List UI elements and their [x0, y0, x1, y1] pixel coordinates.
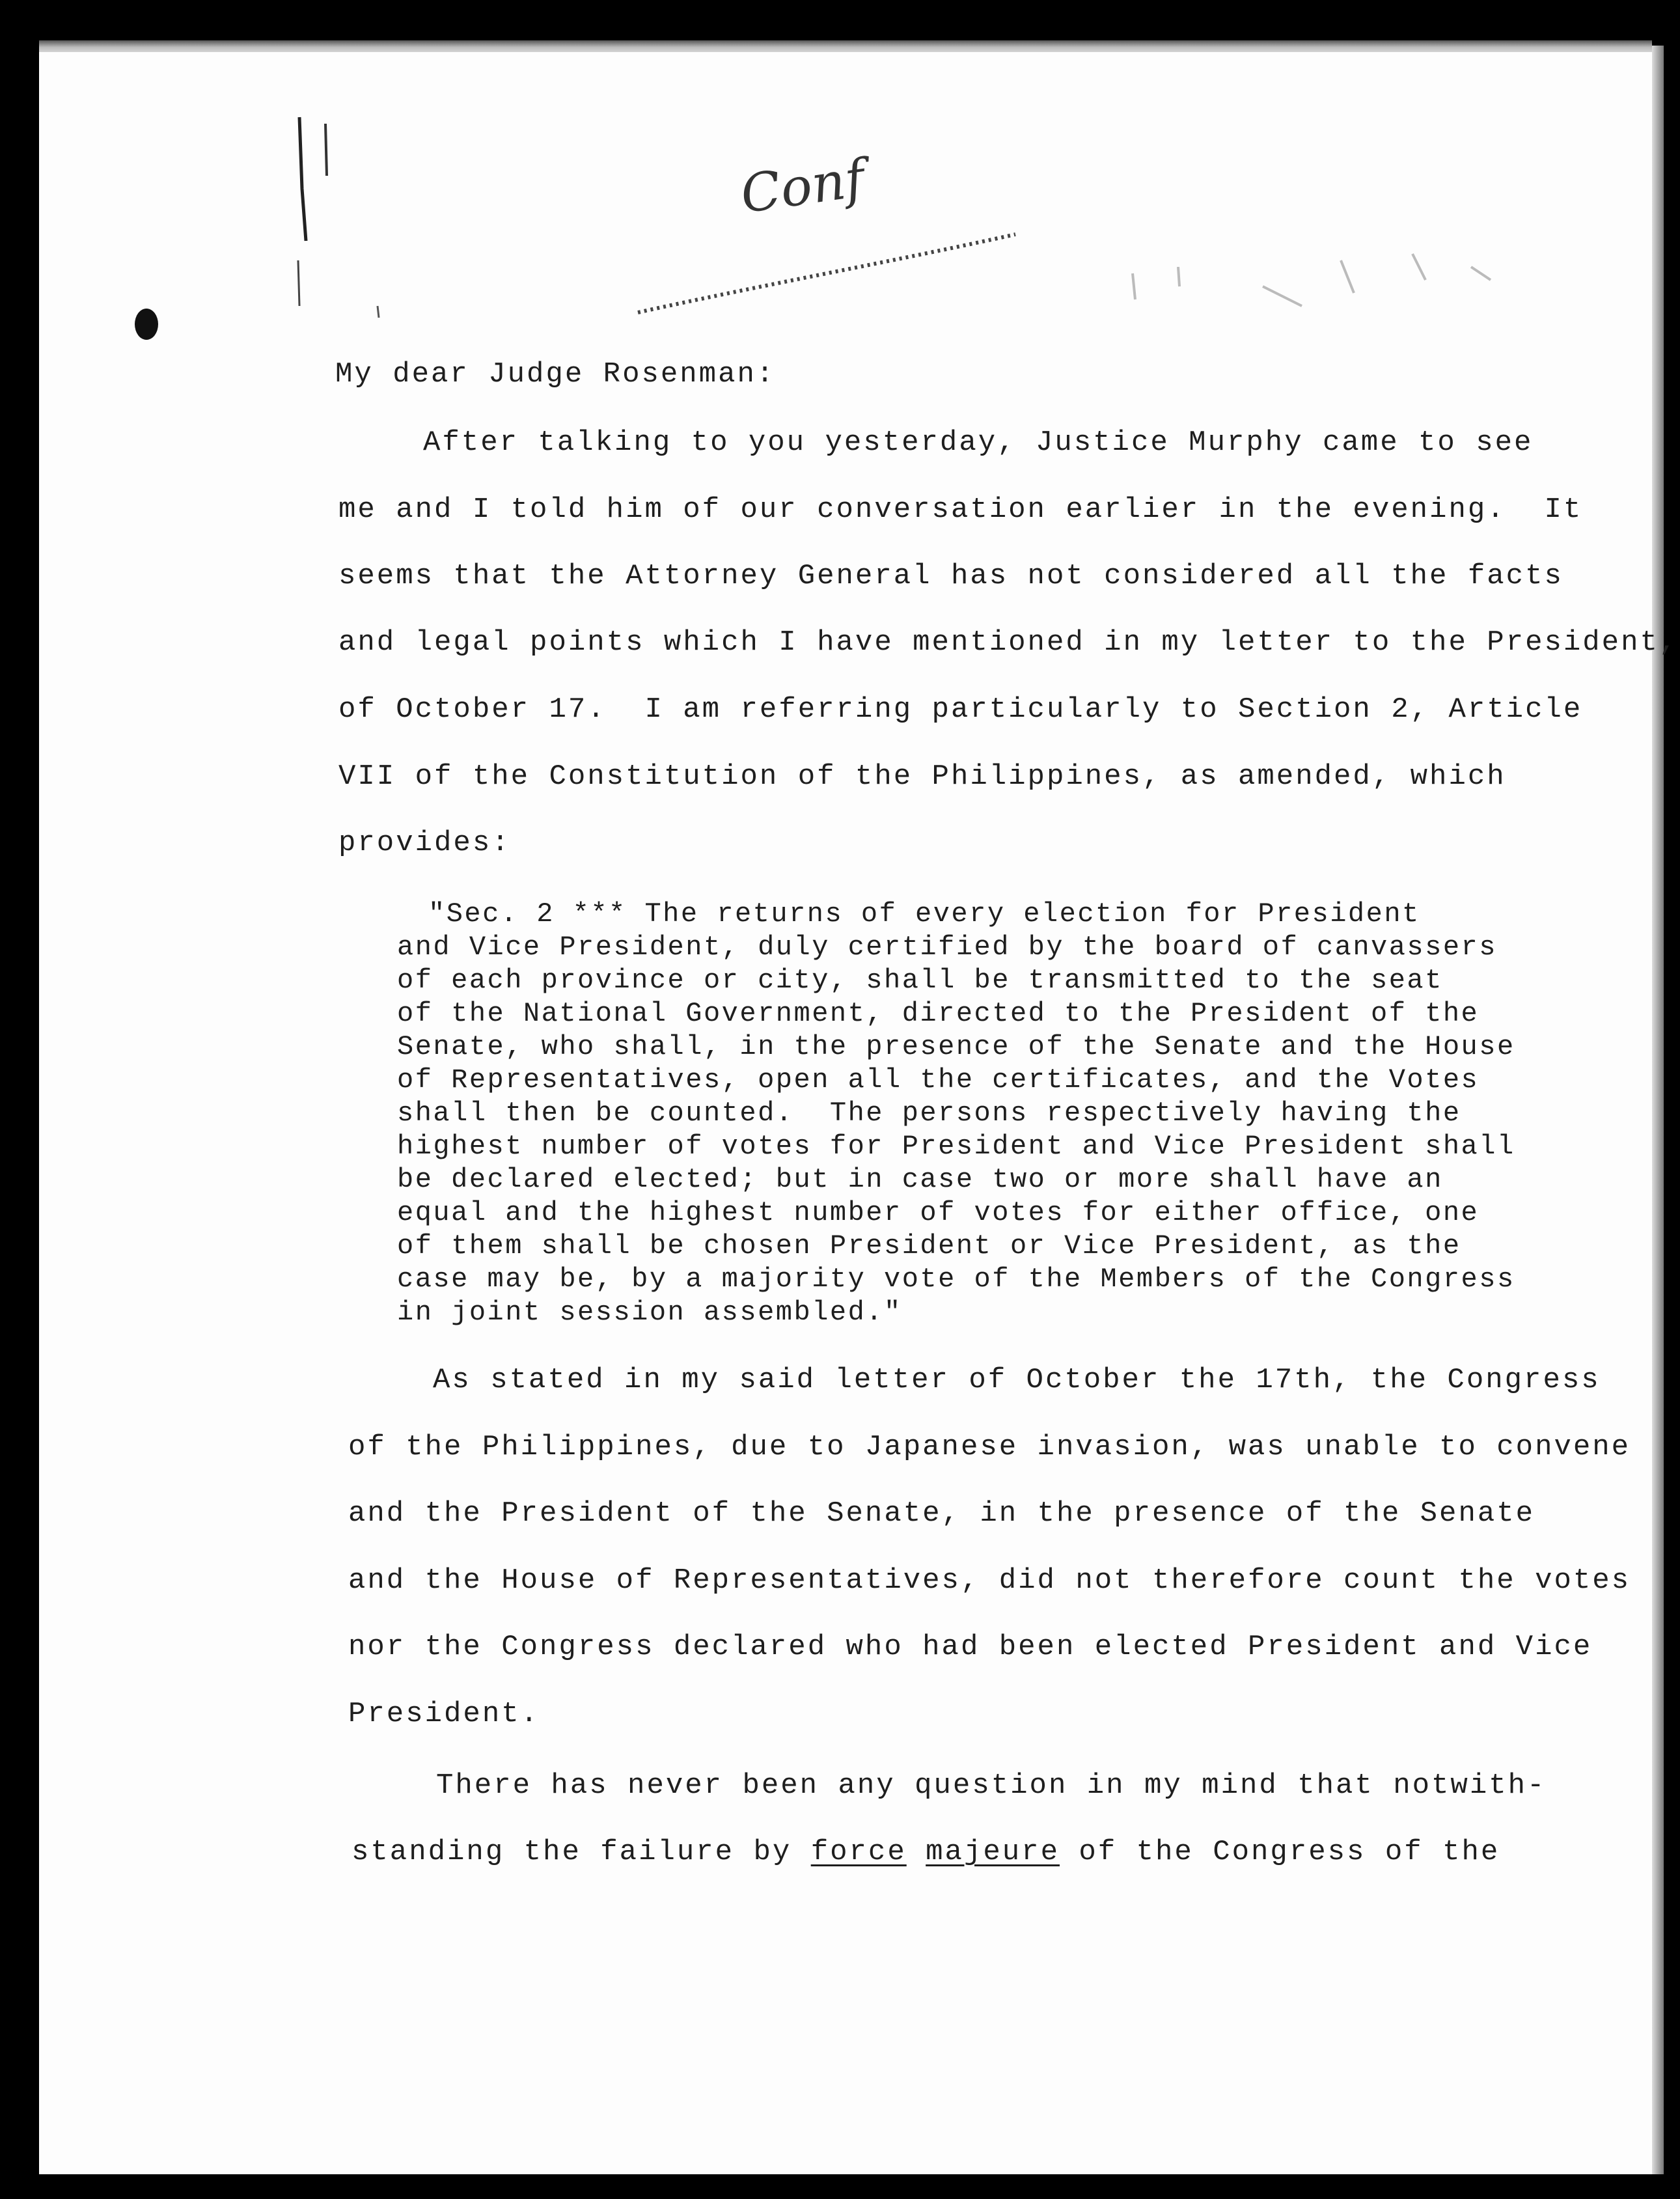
paragraph-3-line — [351, 1836, 1500, 1868]
paragraph-1-line: After talking to you yesterday, Justice Murphy came to see — [423, 426, 1534, 459]
paragraph-2-line: and the President of the Senate, in the presence of the Senate — [348, 1497, 1535, 1530]
salutation: My dear Judge Rosenman: — [335, 358, 776, 391]
faint-date-marks — [1107, 208, 1510, 325]
quotation-line: of each province or city, shall be transmitted to the seat — [397, 965, 1443, 996]
paragraph-3-text: standing the failure by — [351, 1836, 811, 1868]
quotation-line: of them shall be chosen President or Vice President, as the — [397, 1230, 1461, 1262]
paragraph-1-line: me and I told him of our conversation earlier in the evening. It — [338, 493, 1583, 526]
margin-pencil-marks — [260, 111, 391, 319]
quotation-line: in joint session assembled." — [397, 1297, 902, 1328]
conf-handwriting: Conf — [737, 147, 868, 225]
quotation-line: and Vice President, duly certified by the board of canvassers — [397, 932, 1497, 963]
paragraph-1-line: and legal points which I have mentioned in my letter to the President, — [338, 626, 1679, 659]
scan-edge-right — [1652, 46, 1664, 2174]
quotation-line: shall then be counted. The persons respectively having the — [397, 1098, 1461, 1129]
paragraph-2-line: nor the Congress declared who had been elected President and Vice — [348, 1631, 1593, 1663]
paragraph-1-line: VII of the Constitution of the Philippines, as amended, which — [338, 760, 1506, 793]
paragraph-2-line: and the House of Representatives, did not therefore count the votes — [348, 1564, 1631, 1597]
quotation-line: of the National Government, directed to the President of the — [397, 998, 1480, 1029]
ink-blot — [124, 299, 169, 345]
quotation-line: be declared elected; but in case two or more shall have an — [397, 1164, 1443, 1195]
letter-page — [39, 52, 1679, 2174]
paragraph-1-line: provides: — [338, 827, 511, 859]
paragraph-3-text: of the Congress of the — [1059, 1836, 1500, 1868]
quotation-line: equal and the highest number of votes for either office, one — [397, 1197, 1480, 1228]
paragraph-3-line: There has never been any question in my mind that notwith- — [436, 1769, 1547, 1802]
paragraph-2-line: President. — [348, 1698, 540, 1730]
handwritten-annotation — [625, 117, 1094, 352]
quotation-line: highest number of votes for President and Vice President shall — [397, 1131, 1515, 1162]
quotation-line: case may be, by a majority vote of the Members of the Congress — [397, 1264, 1515, 1295]
paragraph-2-line: of the Philippines, due to Japanese invasion, was unable to convene — [348, 1431, 1631, 1463]
paragraph-3-space — [907, 1836, 926, 1868]
paragraph-1-line: of October 17. I am referring particularly to Section 2, Article — [338, 693, 1583, 726]
paragraph-2-line: As stated in my said letter of October the 17th, the Congress — [433, 1364, 1601, 1396]
underlined-phrase-majeure: majeure — [926, 1836, 1060, 1868]
quotation-line: of Representatives, open all the certificates, and the Votes — [397, 1064, 1480, 1096]
underlined-phrase-force: force — [810, 1836, 907, 1868]
paragraph-1-line: seems that the Attorney General has not considered all the facts — [338, 560, 1563, 592]
quotation-line: "Sec. 2 *** The returns of every election for President — [428, 898, 1420, 930]
quotation-line: Senate, who shall, in the presence of the Senate and the House — [397, 1031, 1515, 1062]
